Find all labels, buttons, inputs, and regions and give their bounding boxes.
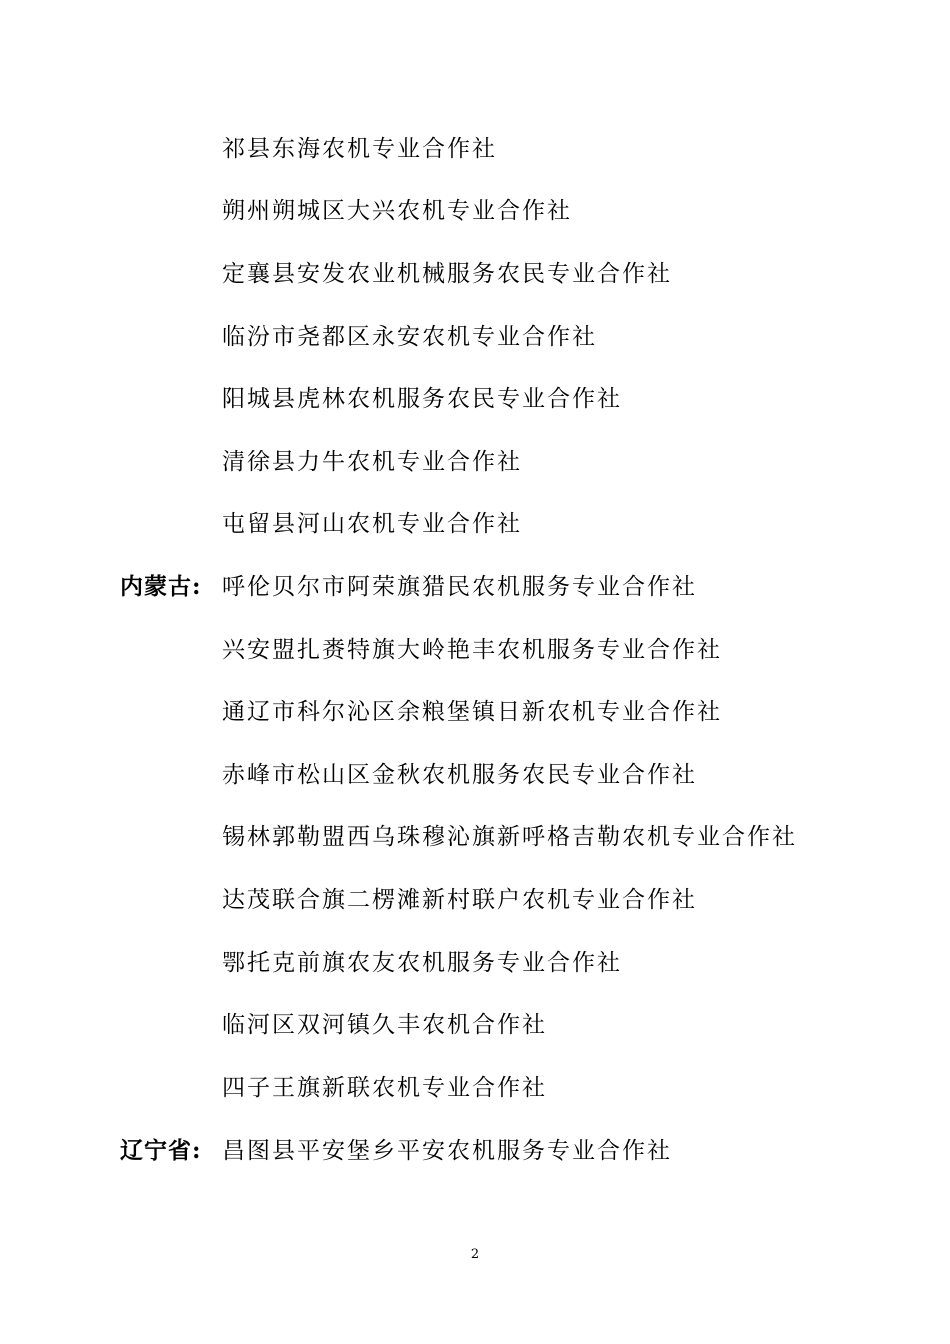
list-item: 临河区双河镇久丰农机合作社 [222,1012,547,1038]
list-item: 定襄县安发农业机械服务农民专业合作社 [222,261,672,287]
list-item: 兴安盟扎赉特旗大岭艳丰农机服务专业合作社 [222,637,722,663]
list-item: 昌图县平安堡乡平安农机服务专业合作社 [222,1138,672,1164]
list-item: 朔州朔城区大兴农机专业合作社 [222,198,572,224]
list-item: 阳城县虎林农机服务农民专业合作社 [222,386,622,412]
list-item: 通辽市科尔沁区余粮堡镇日新农机专业合作社 [222,699,722,725]
province-label-inner-mongolia: 内蒙古: [120,573,202,600]
list-item: 祁县东海农机专业合作社 [222,136,497,162]
list-item: 赤峰市松山区金秋农机服务农民专业合作社 [222,762,697,788]
list-item: 达茂联合旗二楞滩新村联户农机专业合作社 [222,887,697,913]
list-item: 呼伦贝尔市阿荣旗猎民农机服务专业合作社 [222,574,697,600]
page-number: 2 [470,1247,480,1262]
list-item: 清徐县力牛农机专业合作社 [222,449,522,475]
province-label-liaoning: 辽宁省: [120,1137,202,1164]
list-item: 临汾市尧都区永安农机专业合作社 [222,324,597,350]
list-item: 鄂托克前旗农友农机服务专业合作社 [222,950,622,976]
list-item: 屯留县河山农机专业合作社 [222,511,522,537]
list-item: 四子王旗新联农机专业合作社 [222,1075,547,1101]
list-item: 锡林郭勒盟西乌珠穆沁旗新呼格吉勒农机专业合作社 [222,824,797,850]
